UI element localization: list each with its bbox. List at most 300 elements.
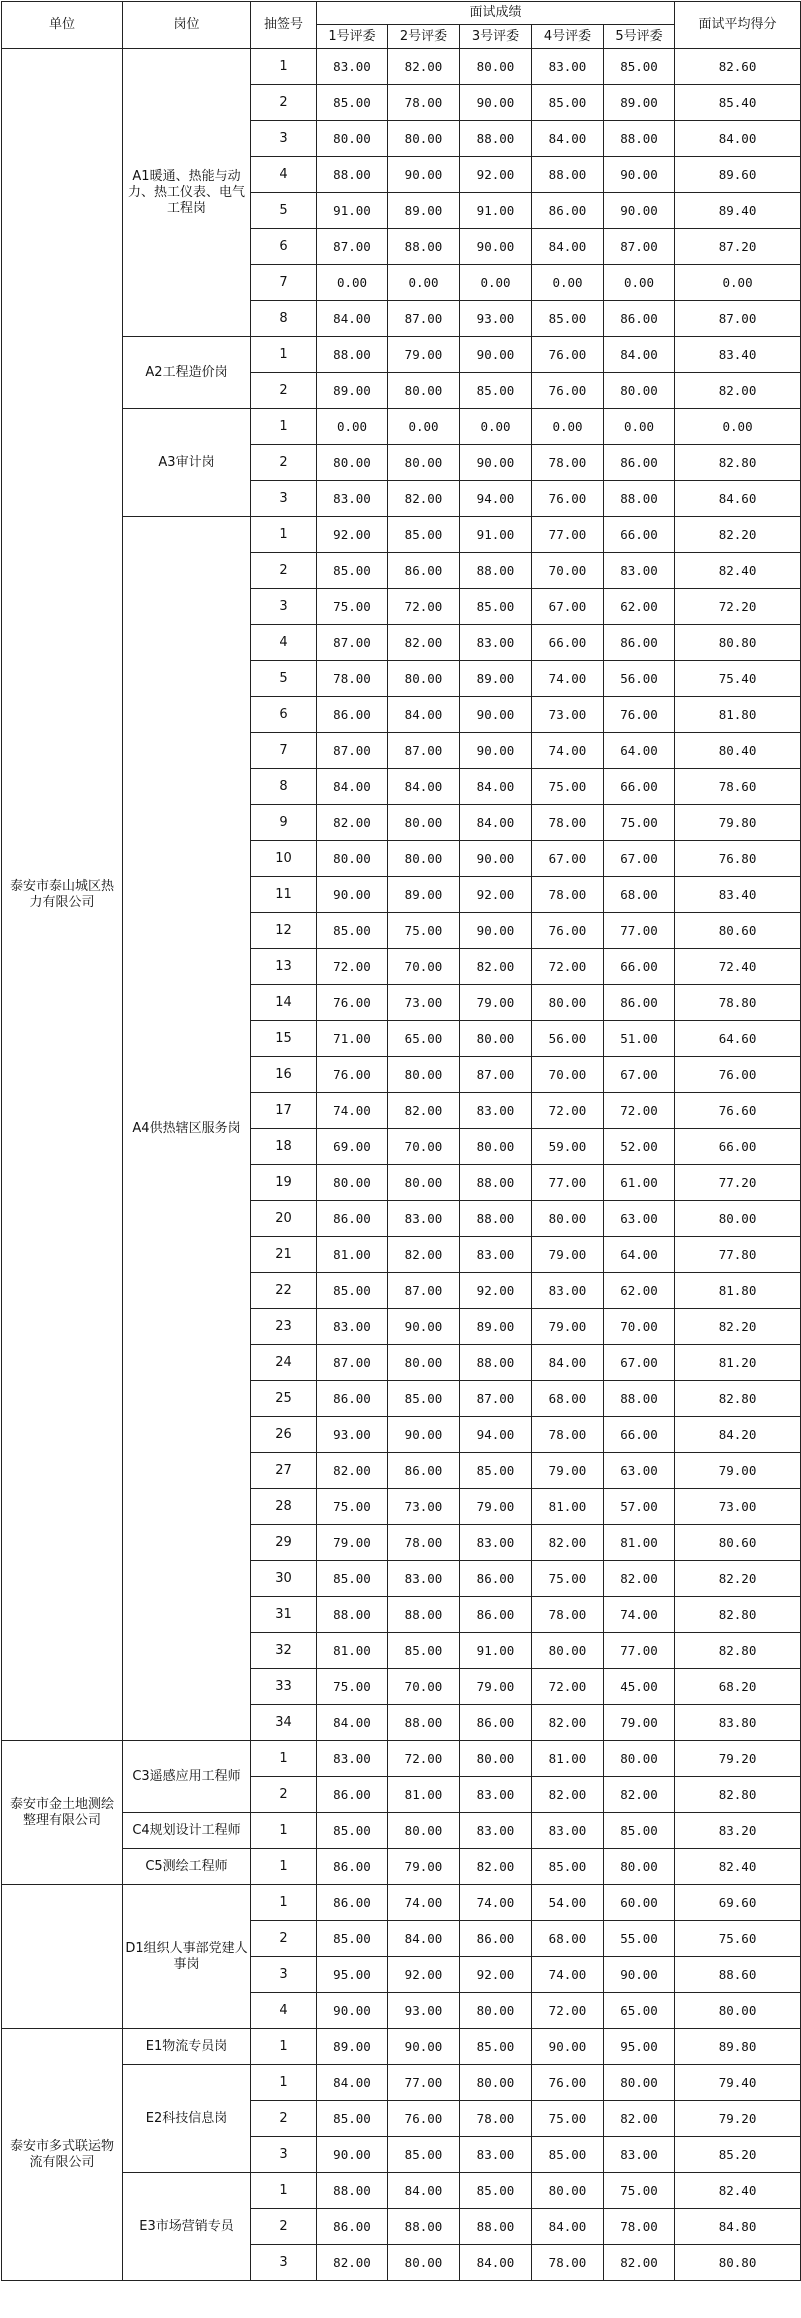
table-row	[2, 2029, 801, 2065]
judge-3-score-cell: 0.00	[460, 409, 532, 445]
judge-2-score-cell: 84.00	[388, 697, 460, 733]
judge-3-score-cell: 80.00	[460, 49, 532, 85]
judge-3-score-cell: 90.00	[460, 913, 532, 949]
draw-number-cell: 3	[251, 589, 317, 625]
judge-5-score-cell: 74.00	[604, 1597, 675, 1633]
draw-number-cell: 3	[251, 121, 317, 157]
judge-4-score-cell: 81.00	[532, 1741, 604, 1777]
judge-4-score-cell: 77.00	[532, 517, 604, 553]
judge-1-score-cell: 75.00	[317, 589, 388, 625]
average-score-cell: 80.60	[675, 913, 801, 949]
judge-4-score-cell: 70.00	[532, 553, 604, 589]
header-judge-1: 1号评委	[317, 25, 388, 49]
judge-4-score-cell: 74.00	[532, 733, 604, 769]
judge-1-score-cell: 88.00	[317, 2173, 388, 2209]
judge-2-score-cell: 93.00	[388, 1993, 460, 2029]
judge-4-score-cell: 84.00	[532, 121, 604, 157]
judge-5-score-cell: 68.00	[604, 877, 675, 913]
draw-number-cell: 2	[251, 1921, 317, 1957]
judge-4-score-cell: 66.00	[532, 625, 604, 661]
judge-3-score-cell: 80.00	[460, 2065, 532, 2101]
judge-3-score-cell: 80.00	[460, 1993, 532, 2029]
average-score-cell: 82.80	[675, 1633, 801, 1669]
judge-2-score-cell: 90.00	[388, 1417, 460, 1453]
average-score-cell: 82.20	[675, 1561, 801, 1597]
judge-4-score-cell: 85.00	[532, 1849, 604, 1885]
judge-3-score-cell: 88.00	[460, 1165, 532, 1201]
judge-3-score-cell: 83.00	[460, 1813, 532, 1849]
table-row	[2, 1885, 801, 1921]
judge-4-score-cell: 80.00	[532, 2173, 604, 2209]
judge-5-score-cell: 95.00	[604, 2029, 675, 2065]
draw-number-cell: 2	[251, 373, 317, 409]
judge-5-score-cell: 75.00	[604, 805, 675, 841]
average-score-cell: 64.60	[675, 1021, 801, 1057]
average-score-cell: 82.20	[675, 517, 801, 553]
judge-1-score-cell: 76.00	[317, 985, 388, 1021]
draw-number-cell: 4	[251, 1993, 317, 2029]
average-score-cell: 73.00	[675, 1489, 801, 1525]
judge-1-score-cell: 84.00	[317, 2065, 388, 2101]
judge-4-score-cell: 56.00	[532, 1021, 604, 1057]
draw-number-cell: 1	[251, 517, 317, 553]
judge-5-score-cell: 79.00	[604, 1705, 675, 1741]
judge-5-score-cell: 75.00	[604, 2173, 675, 2209]
table-row	[2, 49, 801, 85]
judge-4-score-cell: 85.00	[532, 2137, 604, 2173]
average-score-cell: 82.80	[675, 1777, 801, 1813]
judge-5-score-cell: 85.00	[604, 1813, 675, 1849]
judge-1-score-cell: 81.00	[317, 1633, 388, 1669]
judge-2-score-cell: 74.00	[388, 1885, 460, 1921]
judge-4-score-cell: 85.00	[532, 85, 604, 121]
judge-4-score-cell: 67.00	[532, 589, 604, 625]
draw-number-cell: 2	[251, 2209, 317, 2245]
judge-1-score-cell: 0.00	[317, 409, 388, 445]
judge-3-score-cell: 83.00	[460, 1777, 532, 1813]
judge-2-score-cell: 82.00	[388, 49, 460, 85]
judge-4-score-cell: 78.00	[532, 1597, 604, 1633]
judge-4-score-cell: 68.00	[532, 1381, 604, 1417]
judge-2-score-cell: 88.00	[388, 1597, 460, 1633]
average-score-cell: 80.80	[675, 625, 801, 661]
judge-3-score-cell: 84.00	[460, 805, 532, 841]
judge-4-score-cell: 78.00	[532, 877, 604, 913]
judge-5-score-cell: 0.00	[604, 409, 675, 445]
average-score-cell: 82.80	[675, 1597, 801, 1633]
average-score-cell: 82.40	[675, 553, 801, 589]
judge-2-score-cell: 72.00	[388, 589, 460, 625]
judge-4-score-cell: 83.00	[532, 1813, 604, 1849]
judge-2-score-cell: 0.00	[388, 409, 460, 445]
judge-4-score-cell: 77.00	[532, 1165, 604, 1201]
judge-1-score-cell: 85.00	[317, 1561, 388, 1597]
draw-number-cell: 1	[251, 1741, 317, 1777]
judge-2-score-cell: 83.00	[388, 1561, 460, 1597]
judge-4-score-cell: 75.00	[532, 2101, 604, 2137]
average-score-cell: 80.60	[675, 1525, 801, 1561]
judge-4-score-cell: 70.00	[532, 1057, 604, 1093]
average-score-cell: 83.40	[675, 337, 801, 373]
judge-1-score-cell: 89.00	[317, 2029, 388, 2065]
judge-5-score-cell: 80.00	[604, 2065, 675, 2101]
judge-1-score-cell: 86.00	[317, 1849, 388, 1885]
average-score-cell: 89.40	[675, 193, 801, 229]
position-cell: C4规划设计工程师	[123, 1813, 251, 1849]
judge-3-score-cell: 83.00	[460, 1093, 532, 1129]
judge-2-score-cell: 84.00	[388, 769, 460, 805]
judge-4-score-cell: 76.00	[532, 337, 604, 373]
average-score-cell: 76.80	[675, 841, 801, 877]
interview-score-table	[1, 1, 801, 2281]
judge-2-score-cell: 86.00	[388, 1453, 460, 1489]
judge-4-score-cell: 76.00	[532, 481, 604, 517]
judge-1-score-cell: 86.00	[317, 1885, 388, 1921]
judge-3-score-cell: 80.00	[460, 1021, 532, 1057]
judge-1-score-cell: 79.00	[317, 1525, 388, 1561]
judge-3-score-cell: 80.00	[460, 1741, 532, 1777]
judge-3-score-cell: 89.00	[460, 661, 532, 697]
average-score-cell: 68.20	[675, 1669, 801, 1705]
judge-5-score-cell: 66.00	[604, 949, 675, 985]
judge-4-score-cell: 86.00	[532, 193, 604, 229]
judge-5-score-cell: 86.00	[604, 445, 675, 481]
average-score-cell: 75.60	[675, 1921, 801, 1957]
draw-number-cell: 5	[251, 193, 317, 229]
judge-4-score-cell: 75.00	[532, 1561, 604, 1597]
average-score-cell: 69.60	[675, 1885, 801, 1921]
judge-5-score-cell: 45.00	[604, 1669, 675, 1705]
judge-5-score-cell: 90.00	[604, 1957, 675, 1993]
judge-2-score-cell: 79.00	[388, 1849, 460, 1885]
draw-number-cell: 23	[251, 1309, 317, 1345]
judge-3-score-cell: 88.00	[460, 121, 532, 157]
judge-1-score-cell: 90.00	[317, 2137, 388, 2173]
draw-number-cell: 1	[251, 2029, 317, 2065]
draw-number-cell: 18	[251, 1129, 317, 1165]
average-score-cell: 84.60	[675, 481, 801, 517]
judge-3-score-cell: 90.00	[460, 841, 532, 877]
position-cell: A1暖通、热能与动力、热工仪表、电气工程岗	[123, 49, 251, 337]
judge-5-score-cell: 77.00	[604, 913, 675, 949]
judge-4-score-cell: 74.00	[532, 1957, 604, 1993]
unit-cell: 泰安市金土地测绘整理有限公司	[2, 1741, 123, 1885]
average-score-cell: 79.00	[675, 1453, 801, 1489]
judge-3-score-cell: 88.00	[460, 1345, 532, 1381]
judge-5-score-cell: 61.00	[604, 1165, 675, 1201]
judge-3-score-cell: 90.00	[460, 445, 532, 481]
judge-1-score-cell: 85.00	[317, 913, 388, 949]
judge-5-score-cell: 89.00	[604, 85, 675, 121]
average-score-cell: 79.40	[675, 2065, 801, 2101]
judge-3-score-cell: 86.00	[460, 1561, 532, 1597]
average-score-cell: 76.60	[675, 1093, 801, 1129]
judge-2-score-cell: 78.00	[388, 85, 460, 121]
judge-2-score-cell: 88.00	[388, 1705, 460, 1741]
judge-4-score-cell: 80.00	[532, 1633, 604, 1669]
judge-3-score-cell: 92.00	[460, 877, 532, 913]
judge-1-score-cell: 85.00	[317, 1273, 388, 1309]
judge-2-score-cell: 84.00	[388, 1921, 460, 1957]
judge-3-score-cell: 86.00	[460, 1597, 532, 1633]
judge-4-score-cell: 68.00	[532, 1921, 604, 1957]
header-unit: 单位	[2, 2, 123, 49]
judge-2-score-cell: 81.00	[388, 1777, 460, 1813]
draw-number-cell: 19	[251, 1165, 317, 1201]
header-average-score: 面试平均得分	[675, 2, 801, 49]
judge-5-score-cell: 65.00	[604, 1993, 675, 2029]
judge-5-score-cell: 82.00	[604, 1777, 675, 1813]
judge-2-score-cell: 80.00	[388, 121, 460, 157]
draw-number-cell: 1	[251, 1849, 317, 1885]
header-draw-number: 抽签号	[251, 2, 317, 49]
judge-1-score-cell: 86.00	[317, 1381, 388, 1417]
judge-4-score-cell: 73.00	[532, 697, 604, 733]
judge-5-score-cell: 86.00	[604, 985, 675, 1021]
header-judge-3: 3号评委	[460, 25, 532, 49]
judge-1-score-cell: 84.00	[317, 1705, 388, 1741]
judge-2-score-cell: 85.00	[388, 2137, 460, 2173]
position-cell: E3市场营销专员	[123, 2173, 251, 2281]
draw-number-cell: 20	[251, 1201, 317, 1237]
judge-2-score-cell: 80.00	[388, 445, 460, 481]
judge-4-score-cell: 85.00	[532, 301, 604, 337]
judge-1-score-cell: 80.00	[317, 121, 388, 157]
draw-number-cell: 7	[251, 265, 317, 301]
average-score-cell: 82.60	[675, 49, 801, 85]
judge-3-score-cell: 94.00	[460, 1417, 532, 1453]
judge-3-score-cell: 79.00	[460, 1669, 532, 1705]
judge-4-score-cell: 76.00	[532, 373, 604, 409]
draw-number-cell: 11	[251, 877, 317, 913]
judge-4-score-cell: 75.00	[532, 769, 604, 805]
judge-5-score-cell: 67.00	[604, 841, 675, 877]
judge-1-score-cell: 89.00	[317, 373, 388, 409]
judge-3-score-cell: 90.00	[460, 229, 532, 265]
judge-2-score-cell: 83.00	[388, 1201, 460, 1237]
average-score-cell: 78.60	[675, 769, 801, 805]
judge-5-score-cell: 66.00	[604, 769, 675, 805]
judge-3-score-cell: 92.00	[460, 1957, 532, 1993]
judge-3-score-cell: 85.00	[460, 2173, 532, 2209]
judge-1-score-cell: 0.00	[317, 265, 388, 301]
judge-2-score-cell: 80.00	[388, 1165, 460, 1201]
judge-3-score-cell: 85.00	[460, 589, 532, 625]
draw-number-cell: 1	[251, 409, 317, 445]
draw-number-cell: 17	[251, 1093, 317, 1129]
judge-3-score-cell: 92.00	[460, 1273, 532, 1309]
judge-2-score-cell: 85.00	[388, 1633, 460, 1669]
position-cell: A2工程造价岗	[123, 337, 251, 409]
judge-2-score-cell: 72.00	[388, 1741, 460, 1777]
table-row	[2, 1741, 801, 1777]
judge-5-score-cell: 88.00	[604, 1381, 675, 1417]
average-score-cell: 84.00	[675, 121, 801, 157]
draw-number-cell: 3	[251, 481, 317, 517]
draw-number-cell: 15	[251, 1021, 317, 1057]
judge-5-score-cell: 86.00	[604, 301, 675, 337]
draw-number-cell: 31	[251, 1597, 317, 1633]
judge-5-score-cell: 0.00	[604, 265, 675, 301]
judge-5-score-cell: 82.00	[604, 2101, 675, 2137]
judge-5-score-cell: 85.00	[604, 49, 675, 85]
average-score-cell: 81.20	[675, 1345, 801, 1381]
average-score-cell: 84.20	[675, 1417, 801, 1453]
draw-number-cell: 22	[251, 1273, 317, 1309]
table-body	[2, 49, 801, 2281]
judge-3-score-cell: 82.00	[460, 949, 532, 985]
judge-4-score-cell: 78.00	[532, 1417, 604, 1453]
draw-number-cell: 14	[251, 985, 317, 1021]
judge-3-score-cell: 90.00	[460, 85, 532, 121]
judge-2-score-cell: 85.00	[388, 517, 460, 553]
judge-1-score-cell: 88.00	[317, 1597, 388, 1633]
average-score-cell: 89.80	[675, 2029, 801, 2065]
judge-3-score-cell: 86.00	[460, 1921, 532, 1957]
judge-3-score-cell: 89.00	[460, 1309, 532, 1345]
unit-cell: 泰安市多式联运物流有限公司	[2, 2029, 123, 2281]
judge-1-score-cell: 90.00	[317, 877, 388, 913]
position-cell: C5测绘工程师	[123, 1849, 251, 1885]
average-score-cell: 85.20	[675, 2137, 801, 2173]
judge-5-score-cell: 63.00	[604, 1453, 675, 1489]
draw-number-cell: 6	[251, 229, 317, 265]
draw-number-cell: 29	[251, 1525, 317, 1561]
judge-2-score-cell: 82.00	[388, 1237, 460, 1273]
judge-3-score-cell: 84.00	[460, 769, 532, 805]
judge-5-score-cell: 83.00	[604, 2137, 675, 2173]
judge-3-score-cell: 85.00	[460, 1453, 532, 1489]
judge-1-score-cell: 80.00	[317, 445, 388, 481]
average-score-cell: 80.00	[675, 1993, 801, 2029]
judge-2-score-cell: 84.00	[388, 2173, 460, 2209]
judge-2-score-cell: 89.00	[388, 877, 460, 913]
judge-1-score-cell: 90.00	[317, 1993, 388, 2029]
judge-1-score-cell: 71.00	[317, 1021, 388, 1057]
judge-1-score-cell: 84.00	[317, 301, 388, 337]
judge-2-score-cell: 75.00	[388, 913, 460, 949]
judge-3-score-cell: 83.00	[460, 1237, 532, 1273]
judge-3-score-cell: 74.00	[460, 1885, 532, 1921]
draw-number-cell: 2	[251, 85, 317, 121]
judge-3-score-cell: 79.00	[460, 1489, 532, 1525]
judge-2-score-cell: 77.00	[388, 2065, 460, 2101]
draw-number-cell: 34	[251, 1705, 317, 1741]
draw-number-cell: 8	[251, 769, 317, 805]
judge-3-score-cell: 0.00	[460, 265, 532, 301]
judge-5-score-cell: 70.00	[604, 1309, 675, 1345]
judge-2-score-cell: 80.00	[388, 1813, 460, 1849]
judge-3-score-cell: 87.00	[460, 1381, 532, 1417]
judge-2-score-cell: 87.00	[388, 733, 460, 769]
draw-number-cell: 28	[251, 1489, 317, 1525]
judge-1-score-cell: 69.00	[317, 1129, 388, 1165]
judge-1-score-cell: 83.00	[317, 1741, 388, 1777]
judge-3-score-cell: 84.00	[460, 2245, 532, 2281]
judge-1-score-cell: 76.00	[317, 1057, 388, 1093]
average-score-cell: 72.40	[675, 949, 801, 985]
judge-4-score-cell: 76.00	[532, 913, 604, 949]
judge-4-score-cell: 54.00	[532, 1885, 604, 1921]
table-header	[2, 2, 801, 49]
judge-4-score-cell: 90.00	[532, 2029, 604, 2065]
judge-5-score-cell: 83.00	[604, 553, 675, 589]
average-score-cell: 82.20	[675, 1309, 801, 1345]
judge-2-score-cell: 82.00	[388, 625, 460, 661]
average-score-cell: 66.00	[675, 1129, 801, 1165]
draw-number-cell: 7	[251, 733, 317, 769]
judge-1-score-cell: 91.00	[317, 193, 388, 229]
judge-4-score-cell: 76.00	[532, 2065, 604, 2101]
judge-2-score-cell: 92.00	[388, 1957, 460, 1993]
judge-2-score-cell: 80.00	[388, 805, 460, 841]
header-interview-scores: 面试成绩	[317, 2, 675, 25]
judge-2-score-cell: 76.00	[388, 2101, 460, 2137]
draw-number-cell: 6	[251, 697, 317, 733]
judge-2-score-cell: 80.00	[388, 661, 460, 697]
draw-number-cell: 1	[251, 2065, 317, 2101]
unit-cell: 泰安市泰山城区热力有限公司	[2, 49, 123, 1741]
judge-4-score-cell: 79.00	[532, 1453, 604, 1489]
draw-number-cell: 30	[251, 1561, 317, 1597]
unit-cell	[2, 1885, 123, 2029]
judge-5-score-cell: 80.00	[604, 1741, 675, 1777]
average-score-cell: 0.00	[675, 265, 801, 301]
judge-3-score-cell: 83.00	[460, 1525, 532, 1561]
judge-3-score-cell: 87.00	[460, 1057, 532, 1093]
judge-1-score-cell: 86.00	[317, 697, 388, 733]
judge-4-score-cell: 80.00	[532, 1201, 604, 1237]
judge-5-score-cell: 62.00	[604, 1273, 675, 1309]
average-score-cell: 79.80	[675, 805, 801, 841]
average-score-cell: 80.80	[675, 2245, 801, 2281]
draw-number-cell: 3	[251, 2245, 317, 2281]
judge-2-score-cell: 70.00	[388, 1129, 460, 1165]
judge-1-score-cell: 85.00	[317, 1813, 388, 1849]
judge-2-score-cell: 88.00	[388, 229, 460, 265]
judge-1-score-cell: 85.00	[317, 553, 388, 589]
judge-2-score-cell: 73.00	[388, 1489, 460, 1525]
judge-4-score-cell: 84.00	[532, 1345, 604, 1381]
judge-1-score-cell: 87.00	[317, 733, 388, 769]
average-score-cell: 75.40	[675, 661, 801, 697]
judge-1-score-cell: 74.00	[317, 1093, 388, 1129]
draw-number-cell: 33	[251, 1669, 317, 1705]
judge-2-score-cell: 86.00	[388, 553, 460, 589]
judge-4-score-cell: 84.00	[532, 2209, 604, 2245]
judge-3-score-cell: 85.00	[460, 2029, 532, 2065]
judge-5-score-cell: 82.00	[604, 2245, 675, 2281]
judge-1-score-cell: 83.00	[317, 481, 388, 517]
judge-5-score-cell: 72.00	[604, 1093, 675, 1129]
judge-3-score-cell: 83.00	[460, 625, 532, 661]
judge-2-score-cell: 90.00	[388, 2029, 460, 2065]
judge-2-score-cell: 78.00	[388, 1525, 460, 1561]
judge-1-score-cell: 80.00	[317, 841, 388, 877]
judge-3-score-cell: 92.00	[460, 157, 532, 193]
judge-2-score-cell: 70.00	[388, 1669, 460, 1705]
draw-number-cell: 2	[251, 553, 317, 589]
judge-1-score-cell: 86.00	[317, 2209, 388, 2245]
judge-5-score-cell: 67.00	[604, 1345, 675, 1381]
average-score-cell: 87.20	[675, 229, 801, 265]
judge-4-score-cell: 88.00	[532, 157, 604, 193]
judge-5-score-cell: 57.00	[604, 1489, 675, 1525]
judge-2-score-cell: 0.00	[388, 265, 460, 301]
average-score-cell: 82.40	[675, 2173, 801, 2209]
judge-4-score-cell: 82.00	[532, 1705, 604, 1741]
draw-number-cell: 1	[251, 49, 317, 85]
